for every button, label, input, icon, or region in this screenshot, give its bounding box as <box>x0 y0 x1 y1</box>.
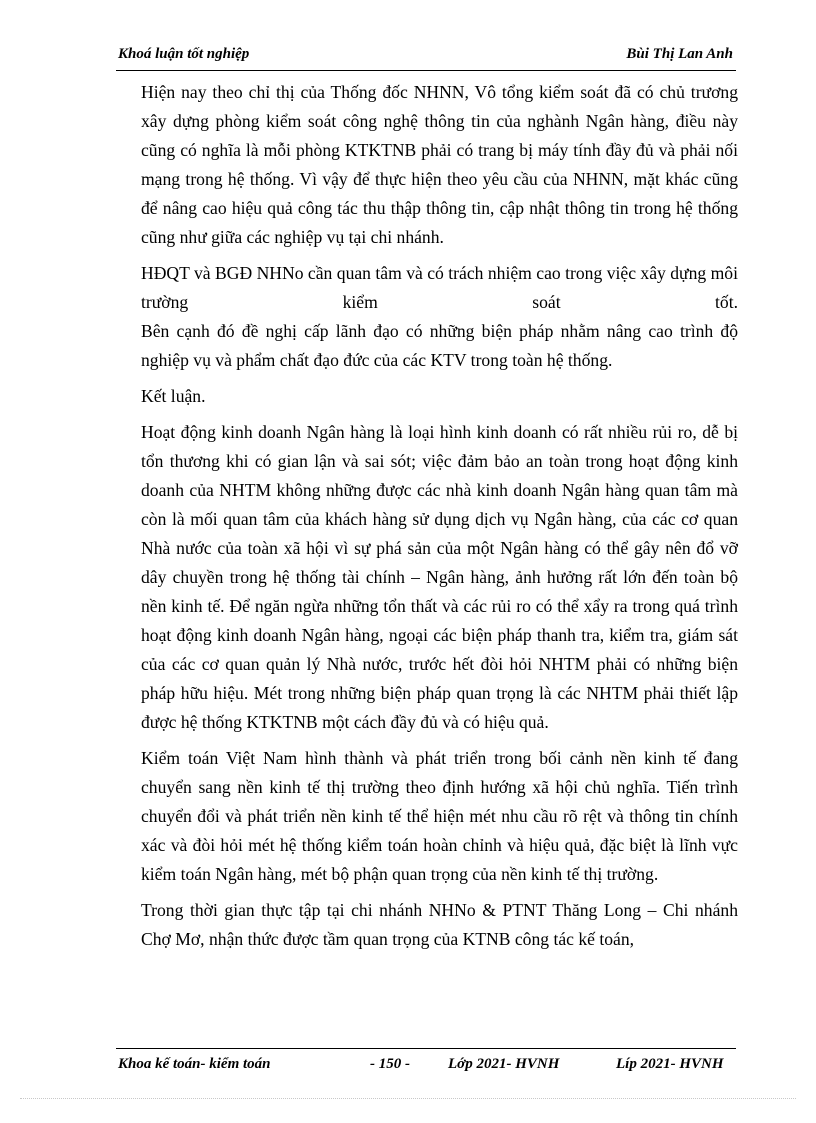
paragraph-vietnam-audit: Kiểm toán Việt Nam hình thành và phát triển trong bối cảnh nền kinh tế đang chuyển sang nền kinh tế thị trường theo định hướng xã hội chủ nghĩa. Tiến trình chuyển đổi và phát triển nền kinh tế thể hiện mét nhu cầu rõ rệt và thông tin chính xác và đòi hỏi mét hệ thống kiểm toán hoàn chỉnh và hiệu quả, đặc biệt là lĩnh vực kiểm toán Ngân hàng, mét bộ phận quan trọng của nền kinh tế thị trường. <box>141 748 738 884</box>
paragraph-it-control: Hiện nay theo chỉ thị của Thống đốc NHNN, Vô tổng kiểm soát đã có chủ trương xây dựng phòng kiểm soát công nghệ thông tin của nghành Ngân hàng, điều này cũng có nghĩa là mỗi phòng KTKTNB phải có trang bị máy tính đầy đủ và phải nối mạng trong hệ thống. Vì vậy để thực hiện theo yêu cầu của NHNN, mặt khác cũng để nâng cao hiệu quả công tác thu thập thông tin, cập nhật thông tin trong hệ thống cũng như giữa các nghiệp vụ tại chi nhánh. <box>141 82 738 247</box>
page-footer <box>118 1056 738 1078</box>
footer-department: Khoa kế toán- kiểm toán <box>118 1056 271 1072</box>
page-header <box>118 46 733 68</box>
paragraph-banking-risk: Hoạt động kinh doanh Ngân hàng là loại hình kinh doanh có rất nhiều rủi ro, dễ bị tổn thương khi có gian lận và sai sót; việc đảm bảo an toàn trong hoạt động kinh doanh của NHTM không những được các nhà kinh doanh Ngân hàng quan tâm mà còn là mối quan tâm của khách hàng sử dụng dịch vụ Ngân hàng, của các cơ quan Nhà nước của toàn xã hội vì sự phá sản của một Ngân hàng có thể gây nên đổ vỡ dây chuyền trong hệ thống tài chính – Ngân hàng, ảnh hưởng rất lớn đến toàn bộ nền kinh tế. Để ngăn ngừa những tổn thất và các rủi ro có thể xẩy ra trong quá trình hoạt động kinh doanh Ngân hàng, ngoại các biện pháp thanh tra, kiểm tra, giám sát của các cơ quan quản lý Nhà nước, trước hết đòi hỏi NHTM phải có những biện pháp hữu hiệu. Mét trong những biện pháp quan trọng là các NHTM phải thiết lập được hệ thống KTKTNB một cách đầy đủ và có hiệu quả. <box>141 422 738 732</box>
paragraph-internship: Trong thời gian thực tập tại chi nhánh NHNo & PTNT Thăng Long – Chi nhánh Chợ Mơ, nhận thức được tầm quan trọng của KTNB công tác kế toán, <box>141 900 738 949</box>
page-bottom-dotted-line <box>20 1098 796 1099</box>
header-rule <box>116 70 736 71</box>
footer-rule <box>116 1048 736 1049</box>
footer-page-number: - 150 - <box>370 1056 410 1072</box>
page-body <box>141 78 738 961</box>
footer-class-label: Lớp 2021- HVNH <box>448 1056 560 1072</box>
header-thesis-title: Khoá luận tốt nghiệp <box>118 46 250 62</box>
paragraph-board-attention: HĐQT và BGĐ NHNo cần quan tâm và có trách nhiệm cao trong việc xây dựng môi trường kiểm soát tốt. <box>141 263 738 312</box>
paragraph-conclusion-heading: Kết luận. <box>141 386 206 406</box>
header-author-name: Bùi Thị Lan Anh <box>626 46 733 62</box>
paragraph-leadership-proposal: Bên cạnh đó đề nghị cấp lãnh đạo có những biện pháp nhằm nâng cao trình độ nghiệp vụ và phẩm chất đạo đức của các KTV trong toàn hệ thống. <box>141 321 738 370</box>
footer-class-label-alt: Líp 2021- HVNH <box>616 1056 724 1072</box>
